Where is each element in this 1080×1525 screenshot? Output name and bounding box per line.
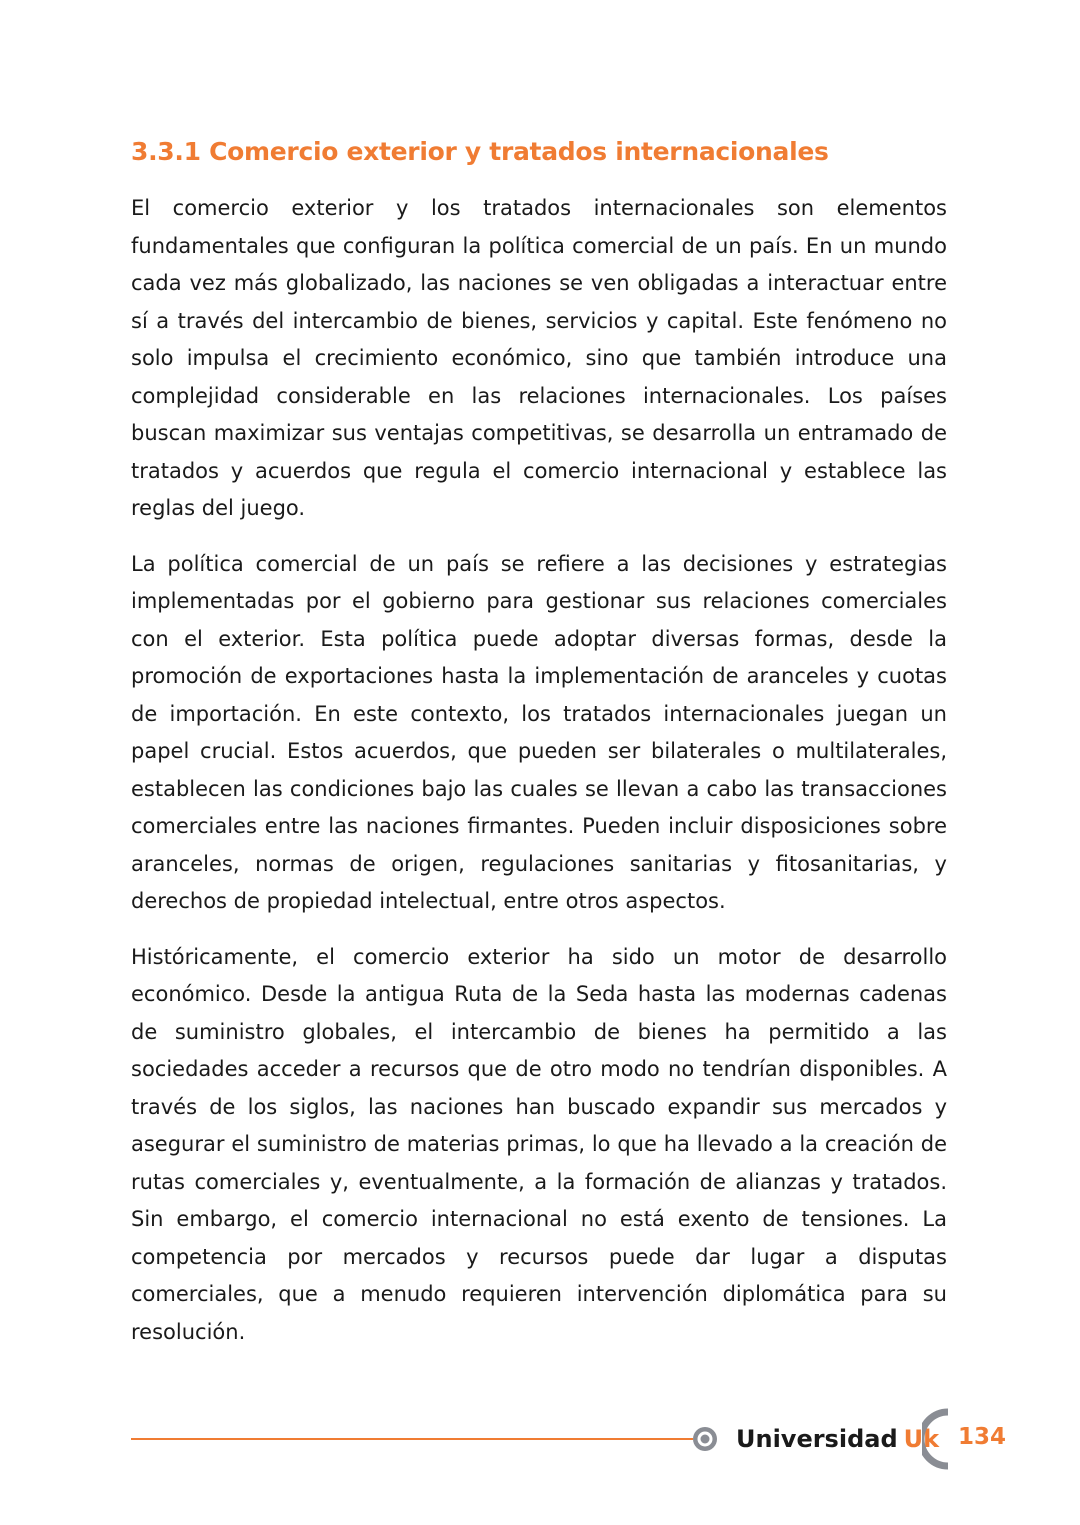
- page-number: 134: [958, 1424, 1007, 1450]
- brand-name: Universidad: [736, 1425, 898, 1453]
- page-content: [131, 132, 947, 1369]
- university-logo-text: [736, 1421, 939, 1457]
- arc-bracket-icon: [922, 1408, 950, 1470]
- paragraph-1: El comercio exterior y los tratados internacionales son elementos fundamentales que configuran la política comercial de un país. En un mundo cada vez más globalizado, las naciones se ven obligadas a interactuar entre sí a través del intercambio de bienes, servicios y capital. Este fenómeno no solo impulsa el crecimiento económico, sino que también introduce una complejidad considerable en las relaciones internacionales. Los países buscan maximizar sus ventajas competitivas, se desarrolla un entramado de tratados y acuerdos que regula el comercio internacional y establece las reglas del juego.: [131, 196, 947, 520]
- page-footer: [131, 1406, 1011, 1470]
- paragraph-3: Históricamente, el comercio exterior ha sido un motor de desarrollo económico. Desde la antigua Ruta de la Seda hasta las modernas cadenas de suministro globales, el intercambio de bienes ha permitido a las sociedades acceder a recursos que de otro modo no tendrían disponibles. A través de los siglos, las naciones han buscado expandir sus mercados y asegurar el suministro de materias primas, lo que ha llevado a la creación de rutas comerciales y, eventualmente, a la formación de alianzas y tratados. Sin embargo, el comercio internacional no está exento de tensiones. La competencia por mercados y recursos puede dar lugar a disputas comerciales, que a menudo requieren intervención diplomática para su resolución.: [131, 944, 947, 1344]
- paragraph-2: La política comercial de un país se refiere a las decisiones y estrategias implementadas por el gobierno para gestionar sus relaciones comerciales con el exterior. Esta política puede adoptar diversas formas, desde la promoción de exportaciones hasta la implementación de aranceles y cuotas de importación. En este contexto, los tratados internacionales juegan un papel crucial. Estos acuerdos, que pueden ser bilaterales o multilaterales, establecen las condiciones bajo las cuales se llevan a cabo las transacciones comerciales entre las naciones firmantes. Pueden incluir disposiciones sobre aranceles, normas de origen, regulaciones sanitarias y fitosanitarias, y derechos de propiedad intelectual, entre otros aspectos.: [131, 551, 947, 913]
- section-title: 3.3.1 Comercio exterior y tratados internacionales: [131, 137, 829, 166]
- footer-divider-line: [131, 1438, 693, 1440]
- target-circle-icon: [692, 1426, 718, 1452]
- brand-accent: Uk: [903, 1425, 940, 1453]
